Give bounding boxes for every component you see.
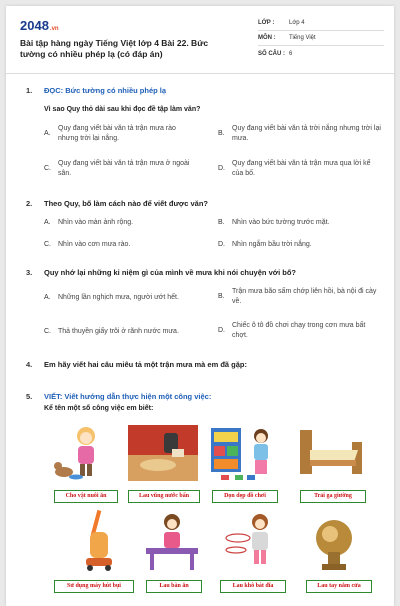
option-key: B.	[218, 293, 225, 300]
dry-dishes-illustration	[220, 510, 284, 572]
option-text: Quy đang viết bài văn tả trận mưa qua lời kể của bố.	[232, 160, 371, 177]
bed-illustration	[296, 426, 368, 482]
meta-key: LỚP :	[258, 20, 275, 26]
logo-suffix: .vn	[49, 26, 59, 32]
question-number: 3.	[26, 268, 33, 277]
option-key: C.	[44, 328, 51, 335]
question-number: 4.	[26, 360, 33, 369]
wipe-table-illustration	[142, 512, 202, 572]
question-number: 1.	[26, 86, 33, 95]
question-text: Quy nhớ lại những kỉ niệm gì của mình về mưa khi nói chuyện với bố?	[44, 268, 296, 277]
option-text: Chiếc ô tô đồ chơi chạy trong cơn mưa bất chợt.	[232, 322, 366, 339]
option-key: B.	[218, 219, 225, 226]
option-key: D.	[218, 165, 225, 172]
meta-table	[258, 16, 384, 61]
caption-make-bed: Trải ga giường	[300, 490, 366, 503]
feeding-pet-illustration	[50, 422, 122, 482]
question-text: ĐỌC: Bức tường có nhiều phép lạ	[44, 86, 167, 95]
option-text: Trận mưa bão sấm chớp liên hồi, bà nội đi cày về.	[232, 288, 377, 305]
caption-wipe-table: Lau bàn ăn	[146, 580, 202, 593]
option-key: A.	[44, 130, 51, 137]
caption-feed-pet: Cho vật nuôi ăn	[54, 490, 118, 503]
tidy-toys-illustration	[209, 422, 281, 482]
meta-row-subject	[258, 31, 384, 46]
option-key: D.	[218, 327, 225, 334]
site-logo[interactable]	[20, 18, 59, 33]
vacuum-illustration	[70, 508, 130, 572]
option-key: A.	[44, 219, 51, 226]
logo-text: 2048	[20, 18, 49, 33]
option-key: D.	[218, 241, 225, 248]
question-text: Theo Quy, bố làm cách nào để viết được văn?	[44, 199, 208, 208]
meta-row-class	[258, 16, 384, 31]
page-title: Bài tập hàng ngày Tiếng Việt lớp 4 Bài 22. Bức tường có nhiều phép lạ (có đáp án)	[20, 38, 209, 59]
caption-wipe-puddle: Lau vũng nước bẩn	[128, 490, 200, 503]
option-key: A.	[44, 294, 51, 301]
caption-dry-dishes: Lau khô bát đĩa	[220, 580, 286, 593]
meta-row-count	[258, 46, 384, 61]
door-knob-illustration	[308, 514, 364, 572]
option-text: Nhìn vào cơn mưa rào.	[58, 241, 131, 248]
option-key: C.	[44, 241, 51, 248]
worksheet-header	[6, 6, 394, 74]
caption-tidy-toys: Dọn dẹp đồ chơi	[212, 490, 278, 503]
option-key: B.	[218, 130, 225, 137]
question-5-prompt: Kể tên một số công việc em biết:	[44, 405, 154, 412]
meta-value: Tiếng Việt	[289, 35, 316, 41]
worksheet-page	[6, 6, 394, 606]
caption-vacuum: Sử dụng máy hút bụi	[54, 580, 134, 593]
question-text: Em hãy viết hai câu miêu tả một trận mưa mà em đã gặp:	[44, 360, 247, 369]
meta-value: Lớp 4	[289, 20, 305, 26]
caption-wipe-knob: Lau tay nắm cửa	[306, 580, 372, 593]
meta-key: SỐ CÂU :	[258, 50, 285, 57]
option-text: Quy đang viết bài văn tả trận mưa rào nhưng trời lại nắng.	[58, 125, 176, 142]
question-1-prompt: Vì sao Quy thỏ dài sau khi đọc đề tập làm văn?	[44, 106, 201, 113]
option-text: Nhìn vào màn ảnh rộng.	[58, 219, 134, 226]
question-number: 2.	[26, 199, 33, 208]
question-text: VIẾT: Viết hướng dẫn thực hiện một công việc:	[44, 392, 212, 401]
option-text: Nhìn vào bức tường trước mặt.	[232, 219, 330, 226]
option-text: Quy đang viết bài văn tả trời nắng nhưng trời lại mưa.	[232, 125, 381, 142]
option-text: Thả thuyền giấy trôi ở rãnh nước mưa.	[58, 328, 179, 335]
option-text: Quy đang viết bài văn tả trận mưa ở ngoài sân.	[58, 160, 190, 177]
meta-value: 6	[289, 50, 293, 57]
option-key: C.	[44, 165, 51, 172]
option-text: Nhìn ngắm bầu trời nắng.	[232, 241, 312, 248]
wiping-puddle-photo	[128, 425, 198, 481]
meta-key: MÔN :	[258, 35, 276, 41]
option-text: Những lần nghịch mưa, người ướt hết.	[58, 294, 179, 301]
question-number: 5.	[26, 392, 33, 401]
